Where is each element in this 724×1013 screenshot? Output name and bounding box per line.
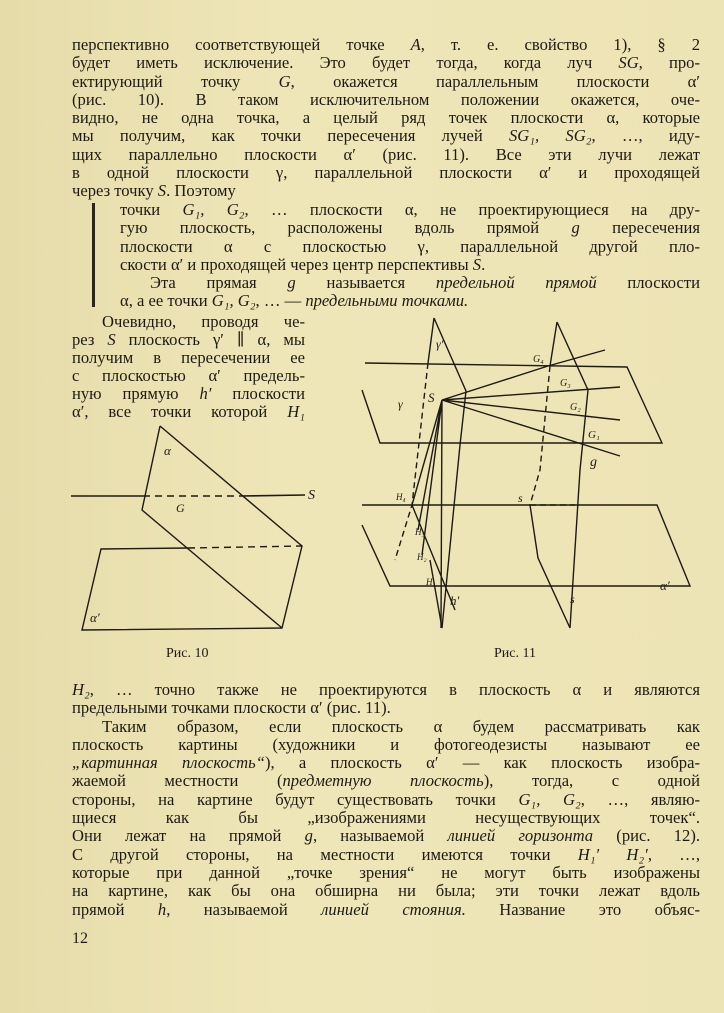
italic-text: линией горизонта: [447, 826, 594, 846]
italic-text: SG₁, SG₂: [509, 126, 592, 146]
text-segment: С другой стороны, на местности имеются точки: [72, 844, 578, 864]
figure-11: [362, 318, 690, 628]
text-segment: получим в пересечении ее: [72, 348, 305, 367]
text-segment: рез: [72, 330, 108, 349]
italic-text: G₁, G₂: [211, 291, 256, 311]
text-segment: видно, не одна точка, а целый ряд точек плоскости α, которые: [72, 108, 700, 128]
text-segment: плоскость γ′ ∥ α, мы: [115, 330, 305, 349]
italic-text: G₁, G₂: [182, 200, 245, 219]
italic-text: H₁′ H₂′: [577, 844, 648, 864]
plane-alpha-prime-hidden: [188, 546, 302, 548]
label-g2: G₂: [570, 402, 581, 413]
text-segment: называется: [295, 273, 436, 293]
text-segment: Они лежат на прямой: [72, 826, 305, 846]
text-segment: , … плоскости α, не проектирующиеся на дру-: [244, 200, 700, 219]
text-segment: плоскости: [596, 273, 701, 293]
text-segment: щиеся как бы „изображениями несуществующих точек“.: [72, 808, 700, 828]
text-segment: , … точно также не проектируются в плоскость α и являются: [89, 680, 700, 699]
italic-text: g: [287, 273, 296, 293]
label-gamma: γ: [398, 397, 403, 411]
text-segment: Очевидно, проводя че-: [102, 312, 305, 331]
text-segment: ектирующий точку: [72, 71, 279, 91]
text-segment: стороны, на картине будут существовать точки: [72, 789, 519, 809]
plane-gamma: [362, 363, 662, 443]
italic-text: G₁, G₂: [518, 789, 581, 809]
plane-alpha: [142, 426, 282, 628]
label-alpha: α: [164, 443, 171, 458]
page-number: 12: [72, 930, 88, 947]
text-segment: точки: [120, 200, 183, 219]
label-h3: H₃: [415, 527, 425, 537]
italic-text: g: [571, 218, 580, 238]
italic-text: предельной прямой: [435, 273, 597, 293]
text-segment: предельными точками плоскости α′ (рис. 11).: [72, 698, 391, 718]
text-segment: ), а плоскость α′ — как плоскость изобра-: [264, 753, 700, 773]
label-g4: G₄: [533, 354, 544, 365]
italic-text: H₁: [287, 402, 305, 421]
text-segment: ), тогда, с одной: [483, 771, 700, 791]
figure-10: [71, 426, 315, 630]
label-h4: H₄: [396, 492, 406, 502]
text-segment: , …, иду-: [591, 126, 700, 146]
text-segment: , называемой: [166, 899, 322, 919]
italic-text: „картинная плоскость“: [72, 753, 265, 773]
plane-alpha-prime: [82, 426, 302, 630]
plane-alpha-prime: [362, 505, 690, 586]
text-segment: пересечения: [579, 218, 701, 238]
text-segment: скости α′ и проходящей через центр перспективы: [120, 254, 473, 274]
italic-text: S: [157, 181, 167, 201]
label-alpha-prime: α′: [660, 578, 670, 593]
text-segment: , т. е. свойство 1), § 2: [420, 35, 700, 54]
text-segment: Эта прямая: [150, 273, 288, 293]
text-segment: мы получим, как точки пересечения лучей: [72, 126, 509, 146]
label-g1: G₁: [588, 429, 600, 441]
text-segment: жаемой местности (: [72, 771, 283, 791]
text-segment: α, а ее точки: [120, 291, 212, 311]
text-segment: которые при данной „точке зрения“ не могут быть изображены: [72, 862, 700, 882]
text-segment: .: [481, 254, 486, 274]
text-segment: , …,: [647, 844, 700, 864]
text-segment: . Поэтому: [166, 181, 236, 201]
label-g: G: [176, 501, 185, 515]
text-segment: , …, являю-: [580, 789, 700, 809]
text-segment: будет иметь исключение. Это будет тогда, когда луч: [72, 53, 619, 73]
text-segment: , про-: [638, 53, 701, 73]
italic-text: G: [278, 71, 291, 91]
label-gamma-prime: γ′: [436, 337, 444, 351]
label-s-lower-2: s: [570, 592, 575, 606]
ray-sg: [71, 495, 305, 496]
label-h-prime: h′: [450, 593, 460, 608]
text-segment: , … —: [255, 291, 306, 311]
italic-text: предельными точками.: [305, 291, 469, 311]
italic-text: линией стояния.: [321, 899, 466, 919]
text-segment: (рис. 12).: [593, 826, 700, 846]
text-segment: плоскости α с плоскостью γ, параллельной другой пло-: [120, 236, 700, 256]
italic-text: предметную плоскость: [282, 771, 484, 791]
text-segment: Название это объяс-: [465, 899, 701, 919]
italic-text: SG: [618, 53, 639, 73]
text-segment: щих параллельно плоскости α′ (рис. 11). Все эти лучи лежат: [72, 144, 700, 164]
label-h2: H₂: [417, 552, 427, 562]
text-segment: α′, все точки которой: [72, 402, 288, 421]
figure-10-caption: Рис. 10: [166, 646, 209, 661]
text-segment: , называемой: [312, 826, 448, 846]
label-g: g: [590, 455, 597, 470]
label-s: S: [308, 488, 315, 503]
text-segment: прямой: [72, 899, 158, 919]
text-segment: плоскость картины (художники и фотогеодезисты называют ее: [72, 734, 700, 754]
italic-text: h: [157, 899, 167, 919]
italic-text: S: [472, 254, 482, 274]
italic-text: A: [410, 35, 421, 54]
text-segment: , окажется параллельным плоскости α′: [290, 71, 700, 91]
italic-text: h′: [199, 384, 212, 403]
text-segment: с плоскостью α′ предель-: [72, 366, 305, 385]
figure-11-caption: Рис. 11: [494, 646, 536, 661]
rays-s-h: [412, 400, 455, 628]
text-segment: плоскости: [211, 384, 306, 403]
label-s: S: [428, 390, 435, 405]
text-segment: через точку: [72, 181, 158, 201]
text-segment: Таким образом, если плоскость α будем рассматривать как: [102, 716, 700, 736]
label-g3: G₃: [560, 378, 571, 389]
italic-text: H₂: [72, 680, 90, 699]
plane-vertical-right: [530, 322, 588, 628]
italic-text: g: [304, 826, 313, 846]
text-segment: гую плоскость, расположены вдоль прямой: [120, 218, 572, 238]
text-segment: ную прямую: [72, 384, 200, 403]
text-segment: перспективно соответствующей точке: [72, 35, 411, 54]
text-segment: в одной плоскости γ, параллельной плоскости α′ и проходящей: [72, 163, 700, 183]
label-h1: H₁: [426, 577, 436, 587]
label-s-lower-1: s: [518, 491, 523, 505]
text-segment: (рис. 10). В таком исключительном положении окажется, оче-: [72, 89, 700, 109]
label-alpha-prime: α′: [90, 610, 100, 625]
italic-text: S: [107, 330, 116, 349]
text-segment: на картине, как бы она обширна ни была; эти точки лежат вдоль: [72, 881, 700, 901]
